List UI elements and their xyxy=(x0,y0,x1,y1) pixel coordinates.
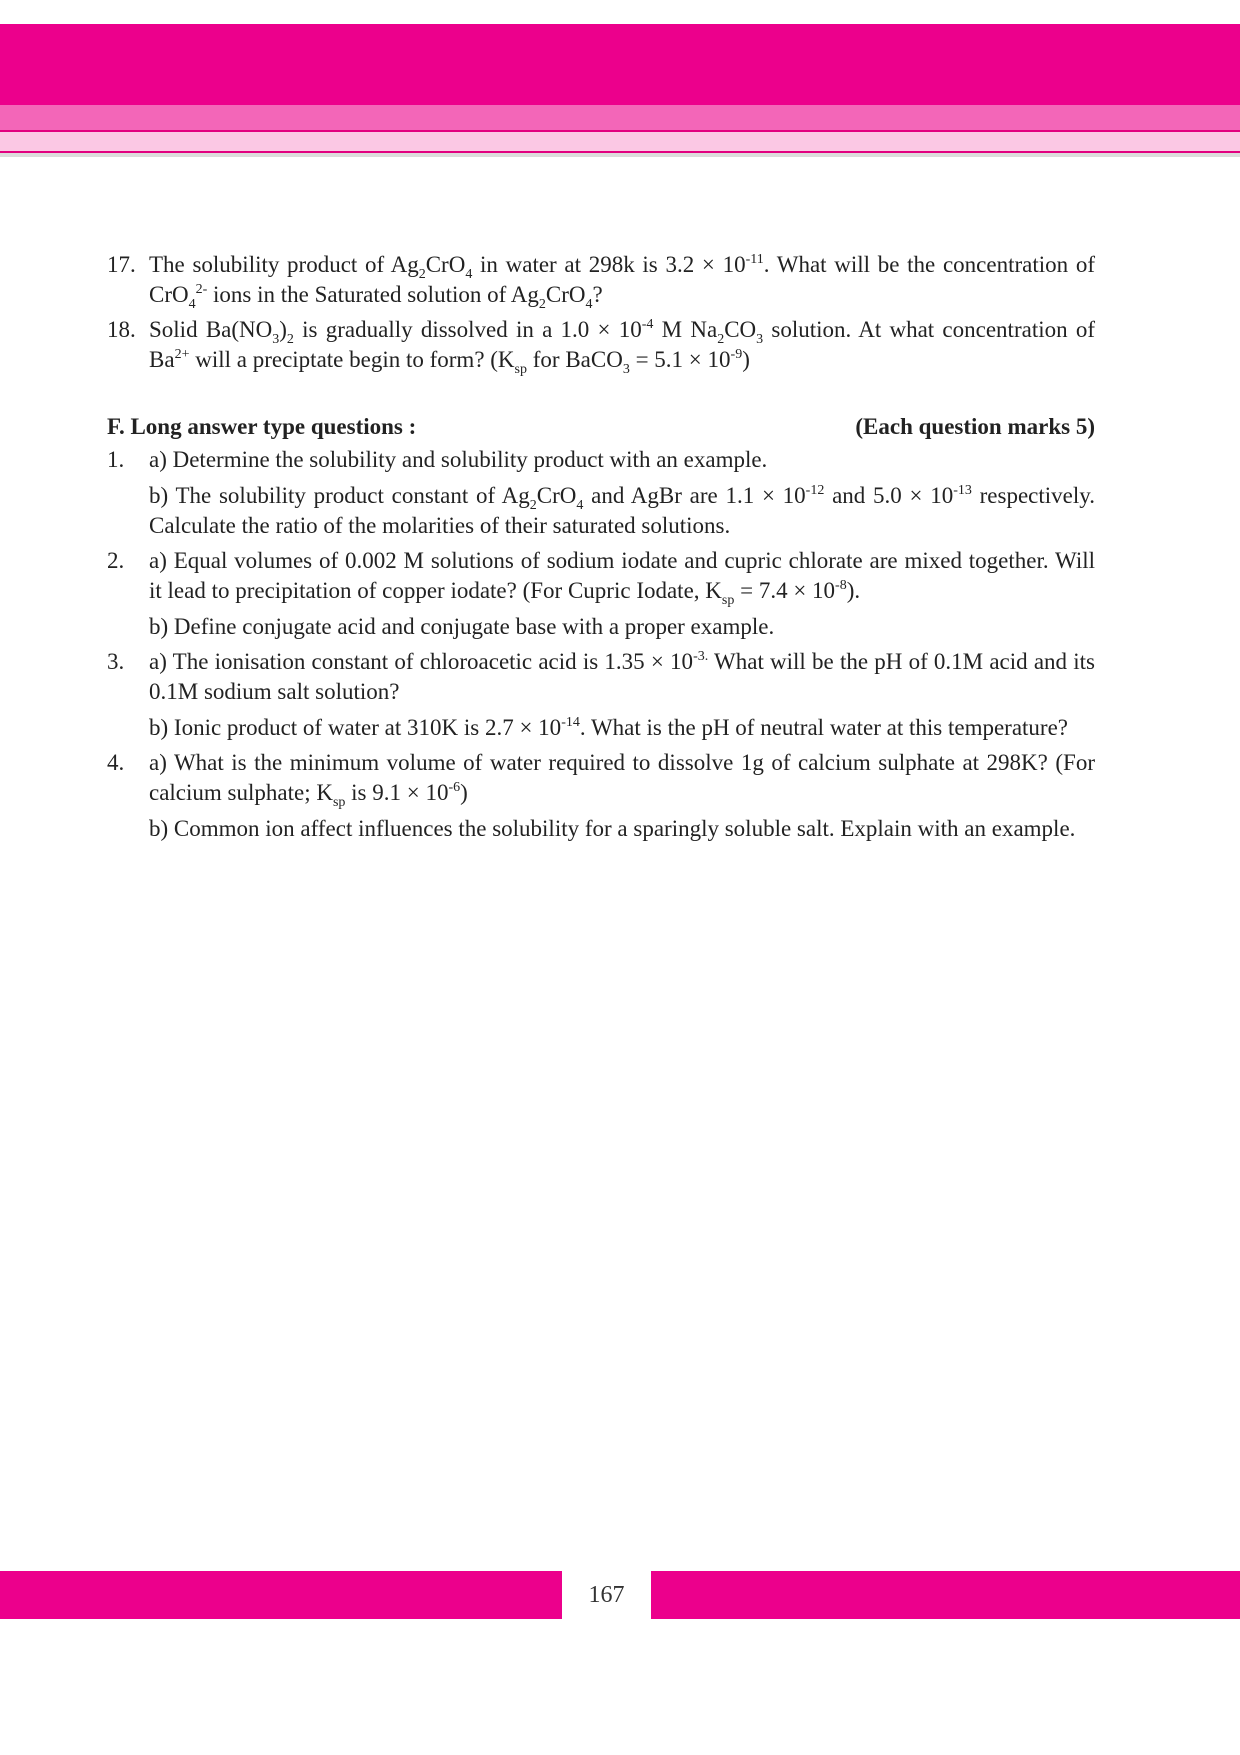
question-18: 18. Solid $Ba(NO_3)_2$ is gradually dissolved in a $1.0 \times 10^{-4}$ M $Na_2CO_3$ solution. At what concentration of $Ba^{2+}$ will a preciptate begin to form? ($K_{sp}$ for BaCO$_3$ = $5.1 \times 10^{-9}$) xyxy=(107,317,1095,377)
question-number: 4. xyxy=(107,750,125,775)
question-number: 1. xyxy=(107,447,125,472)
page-number: 167 xyxy=(588,1582,625,1608)
section-marks: (Each question marks 5) xyxy=(855,414,1095,439)
long-question-1 xyxy=(107,445,1095,541)
page-content xyxy=(107,250,1095,844)
question-number: 3. xyxy=(107,649,125,674)
long-question-2 xyxy=(107,546,1095,642)
header-shadow xyxy=(0,153,1240,157)
long-question-3 xyxy=(107,647,1095,743)
part-b: b) Ionic product of water at 310K is $2.7 \times 10^{-14}$. What is the pH of neutral water at this temperature? xyxy=(149,715,1069,740)
question-number: 17. xyxy=(107,252,136,277)
header-band-light xyxy=(0,132,1240,151)
footer-band-left xyxy=(0,1571,562,1619)
part-a: a) Determine the solubility and solubility product with an example. xyxy=(149,447,768,472)
header-band-primary xyxy=(0,24,1240,105)
long-question-4 xyxy=(107,748,1095,844)
part-b: b) Common ion affect influences the solubility for a sparingly soluble salt. Explain with an example. xyxy=(149,816,1076,841)
question-number: 2. xyxy=(107,548,125,573)
part-b: b) The solubility product constant of $Ag_2CrO_4$ and AgBr are $1.1 \times 10^{-12}$ and $5.0 \times 10^{-13}$ respectively. Calculate the ratio of the molarities of their saturated solutions. xyxy=(149,483,1095,538)
footer-band-right xyxy=(651,1571,1240,1619)
section-heading xyxy=(107,412,1095,442)
part-b: b) Define conjugate acid and conjugate base with a proper example. xyxy=(149,614,775,639)
question-number: 18. xyxy=(107,317,136,342)
section-title: F. Long answer type questions : xyxy=(107,414,417,439)
part-a: a) Equal volumes of 0.002 M solutions of sodium iodate and cupric chlorate are mixed together. Will it lead to precipitation of copper iodate? (For Cupric Iodate, $K_{sp} = 7.4 \times 10^{-8}$). xyxy=(149,548,1095,608)
header-band-secondary xyxy=(0,105,1240,130)
question-17: 17. The solubility product of $Ag_2CrO_4$ in water at 298k is $3.2 \times 10^{-11}$. What will be the concentration of CrO$_4^{2-}$ ions in the Saturated solution of $Ag_2CrO_4$? xyxy=(107,252,1095,312)
part-a: a) The ionisation constant of chloroacetic acid is $1.35 \times 10^{-3.}$ What will be the pH of 0.1M acid and its 0.1M sodium salt solution? xyxy=(149,649,1095,704)
part-a: a) What is the minimum volume of water required to dissolve 1g of calcium sulphate at 298K? (For calcium sulphate; $K_{sp}$ is $9.1 \times 10^{-6}$) xyxy=(149,750,1095,810)
